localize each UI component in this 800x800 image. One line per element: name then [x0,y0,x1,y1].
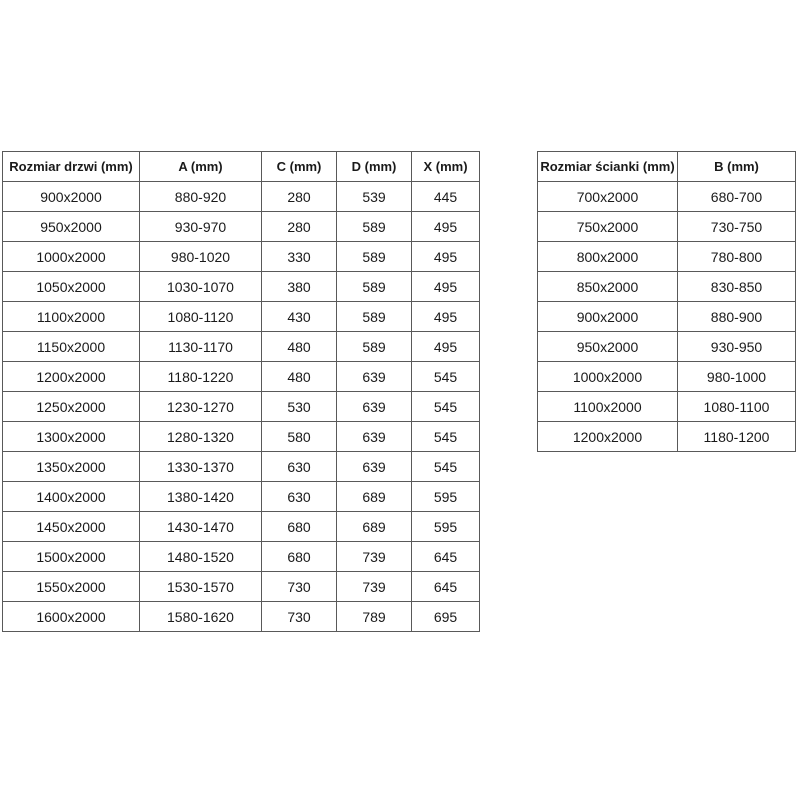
table-cell: 689 [337,482,412,512]
table-cell: 900x2000 [3,182,140,212]
table-cell: 680 [262,542,337,572]
table-cell: 589 [337,242,412,272]
table-cell: 1300x2000 [3,422,140,452]
table-row [3,572,480,602]
table-cell: 480 [262,362,337,392]
table-row [3,452,480,482]
table-cell: 1250x2000 [3,392,140,422]
table-cell: 1080-1120 [140,302,262,332]
wall-sizes-table [537,151,796,452]
table-cell: 495 [412,212,480,242]
table-cell: 680-700 [678,182,796,212]
table-row [3,272,480,302]
table-cell: 739 [337,572,412,602]
table-header-cell: B (mm) [678,152,796,182]
table-header-row [3,152,480,182]
table-cell: 280 [262,212,337,242]
table-cell: 1050x2000 [3,272,140,302]
table-row [3,212,480,242]
table-cell: 1580-1620 [140,602,262,632]
table-row [3,482,480,512]
table-header-cell: D (mm) [337,152,412,182]
table-cell: 880-920 [140,182,262,212]
table-cell: 950x2000 [3,212,140,242]
table-cell: 1130-1170 [140,332,262,362]
table-cell: 430 [262,302,337,332]
table-row [3,242,480,272]
table-cell: 495 [412,272,480,302]
table-cell: 589 [337,212,412,242]
table-cell: 789 [337,602,412,632]
table-cell: 545 [412,392,480,422]
table-cell: 700x2000 [538,182,678,212]
table-cell: 1200x2000 [538,422,678,452]
table-cell: 1430-1470 [140,512,262,542]
table-row [3,362,480,392]
table-cell: 1380-1420 [140,482,262,512]
table-header-cell: X (mm) [412,152,480,182]
table-cell: 1400x2000 [3,482,140,512]
table-cell: 930-970 [140,212,262,242]
table-cell: 1100x2000 [538,392,678,422]
table-cell: 545 [412,452,480,482]
table-cell: 630 [262,482,337,512]
table-cell: 1550x2000 [3,572,140,602]
table-row [538,182,796,212]
table-cell: 1450x2000 [3,512,140,542]
table-cell: 495 [412,242,480,272]
table-header-cell: A (mm) [140,152,262,182]
table-cell: 380 [262,272,337,302]
table-cell: 1180-1200 [678,422,796,452]
table-cell: 930-950 [678,332,796,362]
door-sizes-table [2,151,480,632]
table-cell: 280 [262,182,337,212]
table-row [538,212,796,242]
table-cell: 850x2000 [538,272,678,302]
table-cell: 1200x2000 [3,362,140,392]
table-cell: 1230-1270 [140,392,262,422]
table-cell: 630 [262,452,337,482]
table-cell: 739 [337,542,412,572]
table-header-cell: Rozmiar ścianki (mm) [538,152,678,182]
table-cell: 480 [262,332,337,362]
table-cell: 445 [412,182,480,212]
table-cell: 730 [262,572,337,602]
table-cell: 1280-1320 [140,422,262,452]
table-row [3,392,480,422]
table-cell: 645 [412,572,480,602]
table-cell: 750x2000 [538,212,678,242]
table-row [538,332,796,362]
table-cell: 730 [262,602,337,632]
table-row [538,392,796,422]
table-cell: 980-1020 [140,242,262,272]
table-cell: 780-800 [678,242,796,272]
table-cell: 1530-1570 [140,572,262,602]
table-cell: 330 [262,242,337,272]
table-row [538,242,796,272]
table-row [3,602,480,632]
table-cell: 1350x2000 [3,452,140,482]
table-cell: 545 [412,362,480,392]
table-cell: 1150x2000 [3,332,140,362]
table-row [3,422,480,452]
table-row [538,362,796,392]
table-header-cell: Rozmiar drzwi (mm) [3,152,140,182]
table-cell: 589 [337,332,412,362]
table-cell: 689 [337,512,412,542]
table-cell: 680 [262,512,337,542]
table-cell: 830-850 [678,272,796,302]
table-cell: 589 [337,272,412,302]
table-cell: 580 [262,422,337,452]
table-cell: 639 [337,362,412,392]
table-cell: 1500x2000 [3,542,140,572]
table-cell: 1000x2000 [538,362,678,392]
table-cell: 1100x2000 [3,302,140,332]
table-row [3,512,480,542]
table-cell: 639 [337,422,412,452]
table-cell: 1030-1070 [140,272,262,302]
table-header-row [538,152,796,182]
table-cell: 545 [412,422,480,452]
table-cell: 595 [412,512,480,542]
table-cell: 900x2000 [538,302,678,332]
table-cell: 589 [337,302,412,332]
table-cell: 639 [337,452,412,482]
table-cell: 695 [412,602,480,632]
table-cell: 730-750 [678,212,796,242]
table-cell: 595 [412,482,480,512]
table-cell: 1000x2000 [3,242,140,272]
table-row [3,332,480,362]
table-cell: 1330-1370 [140,452,262,482]
table-cell: 800x2000 [538,242,678,272]
table-cell: 495 [412,332,480,362]
table-header-cell: C (mm) [262,152,337,182]
table-cell: 530 [262,392,337,422]
table-row [3,182,480,212]
table-cell: 1600x2000 [3,602,140,632]
table-row [538,272,796,302]
table-row [3,302,480,332]
table-cell: 1180-1220 [140,362,262,392]
table-cell: 495 [412,302,480,332]
table-row [3,542,480,572]
table-row [538,422,796,452]
table-cell: 645 [412,542,480,572]
table-row [538,302,796,332]
table-cell: 1080-1100 [678,392,796,422]
table-cell: 1480-1520 [140,542,262,572]
table-cell: 539 [337,182,412,212]
table-cell: 639 [337,392,412,422]
table-cell: 950x2000 [538,332,678,362]
table-cell: 980-1000 [678,362,796,392]
table-cell: 880-900 [678,302,796,332]
